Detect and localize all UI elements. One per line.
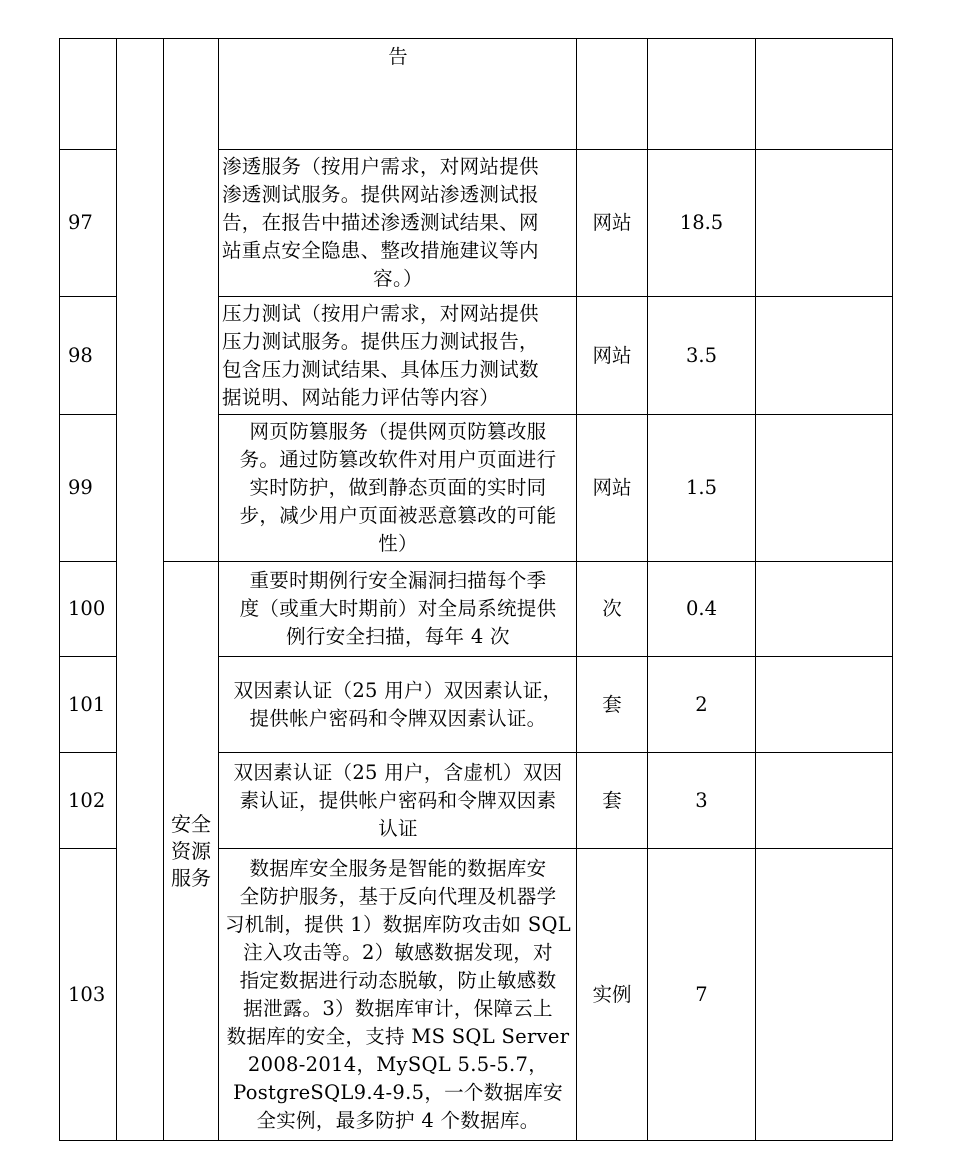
unit-cell: 网站 (592, 211, 632, 234)
content-line: 压力测试（按用户需求，对网站提供 (222, 301, 539, 325)
category-line: 资源 (171, 838, 211, 863)
content-line: 指定数据进行动态脱敏，防止敏感数 (239, 968, 557, 992)
content-line: 全实例，最多防护 4 个数据库。 (256, 1108, 540, 1132)
content-line: 网页防篡服务（提供网页防篡改服 (249, 420, 547, 443)
content-line: 步，减少用户页面被恶意篡改的可能 (239, 504, 557, 527)
content-line: 双因素认证（25 用户，含虚机）双因 (233, 760, 563, 784)
content-line: PostgreSQL9.4-9.5，一个数据库安 (233, 1080, 563, 1104)
price-cell: 7 (695, 982, 708, 1006)
content-cell (219, 849, 576, 1140)
content-line: 包含压力测试结果、具体压力测试数 (222, 357, 539, 381)
content-line: 双因素认证（25 用户）双因素认证， (233, 678, 563, 702)
price-cell: 18.5 (679, 211, 724, 234)
content-line: 务。通过防篡改软件对用户页面进行 (239, 448, 557, 471)
content-line: 据说明、网站能力评估等内容） (222, 385, 500, 409)
content-cell (219, 657, 576, 752)
price-cell: 3.5 (685, 343, 717, 367)
content-cell (219, 150, 576, 296)
unit-cell: 网站 (592, 476, 632, 499)
content-cell (219, 297, 576, 414)
unit-cell: 网站 (592, 343, 632, 367)
category-cell (164, 562, 218, 1140)
col-border (755, 38, 756, 1141)
row-number: 98 (68, 343, 93, 367)
category-line: 服务 (171, 865, 211, 890)
content-line: 数据库的安全，支持 MS SQL Server (226, 1024, 570, 1048)
content-line: 素认证，提供帐户密码和令牌双因素 (239, 788, 557, 812)
row-number: 103 (68, 982, 106, 1006)
category-line: 安全 (171, 811, 211, 836)
content-line: 2008-2014，MySQL 5.5-5.7， (247, 1052, 549, 1076)
content-line: 告 (388, 45, 408, 68)
content-line: 据泄露。3）数据库审计，保障云上 (243, 996, 553, 1020)
content-line: 提供帐户密码和令牌双因素认证。 (249, 706, 547, 730)
content-line: 压力测试服务。提供压力测试报告， (222, 329, 539, 353)
content-line: 习机制，提供 1）数据库防攻击如 SQL (224, 912, 572, 936)
row-number: 100 (68, 597, 106, 620)
content-line: 性） (378, 532, 418, 555)
unit-cell: 套 (602, 788, 622, 812)
unit-cell: 次 (602, 597, 622, 620)
row-number: 99 (68, 476, 93, 499)
content-line: 容。） (373, 267, 423, 290)
content-line: 例行安全扫描，每年 4 次 (286, 625, 510, 648)
row-border (59, 1140, 893, 1141)
content-line: 数据库安全服务是智能的数据库安 (249, 856, 547, 880)
row-number: 101 (68, 692, 106, 716)
content-cell (219, 562, 576, 656)
content-line: 认证 (378, 816, 418, 840)
unit-cell: 实例 (592, 982, 632, 1006)
price-cell: 2 (695, 692, 708, 716)
price-cell: 3 (695, 788, 708, 812)
content-line: 注入攻击等。2）敏感数据发现，对 (243, 940, 553, 964)
content-cell (219, 415, 576, 561)
row-number: 97 (68, 211, 93, 234)
content-cell (219, 39, 576, 149)
col-border (116, 38, 117, 1141)
content-line: 告，在报告中描述渗透测试结果、网 (222, 211, 539, 234)
content-line: 渗透测试服务。提供网站渗透测试报 (222, 183, 539, 206)
content-line: 渗透服务（按用户需求，对网站提供 (222, 155, 539, 178)
price-cell: 0.4 (685, 597, 717, 620)
content-cell (219, 753, 576, 848)
content-line: 站重点安全隐患、整改措施建议等内 (222, 239, 539, 262)
content-line: 实时防护，做到静态页面的实时同 (249, 476, 547, 499)
price-cell: 1.5 (685, 476, 717, 499)
unit-cell: 套 (602, 692, 622, 716)
content-line: 全防护服务，基于反向代理及机器学 (239, 884, 557, 908)
content-line: 重要时期例行安全漏洞扫描每个季 (249, 569, 547, 592)
content-line: 度（或重大时期前）对全局系统提供 (239, 597, 557, 620)
col-border (892, 38, 893, 1141)
row-number: 102 (68, 788, 106, 812)
